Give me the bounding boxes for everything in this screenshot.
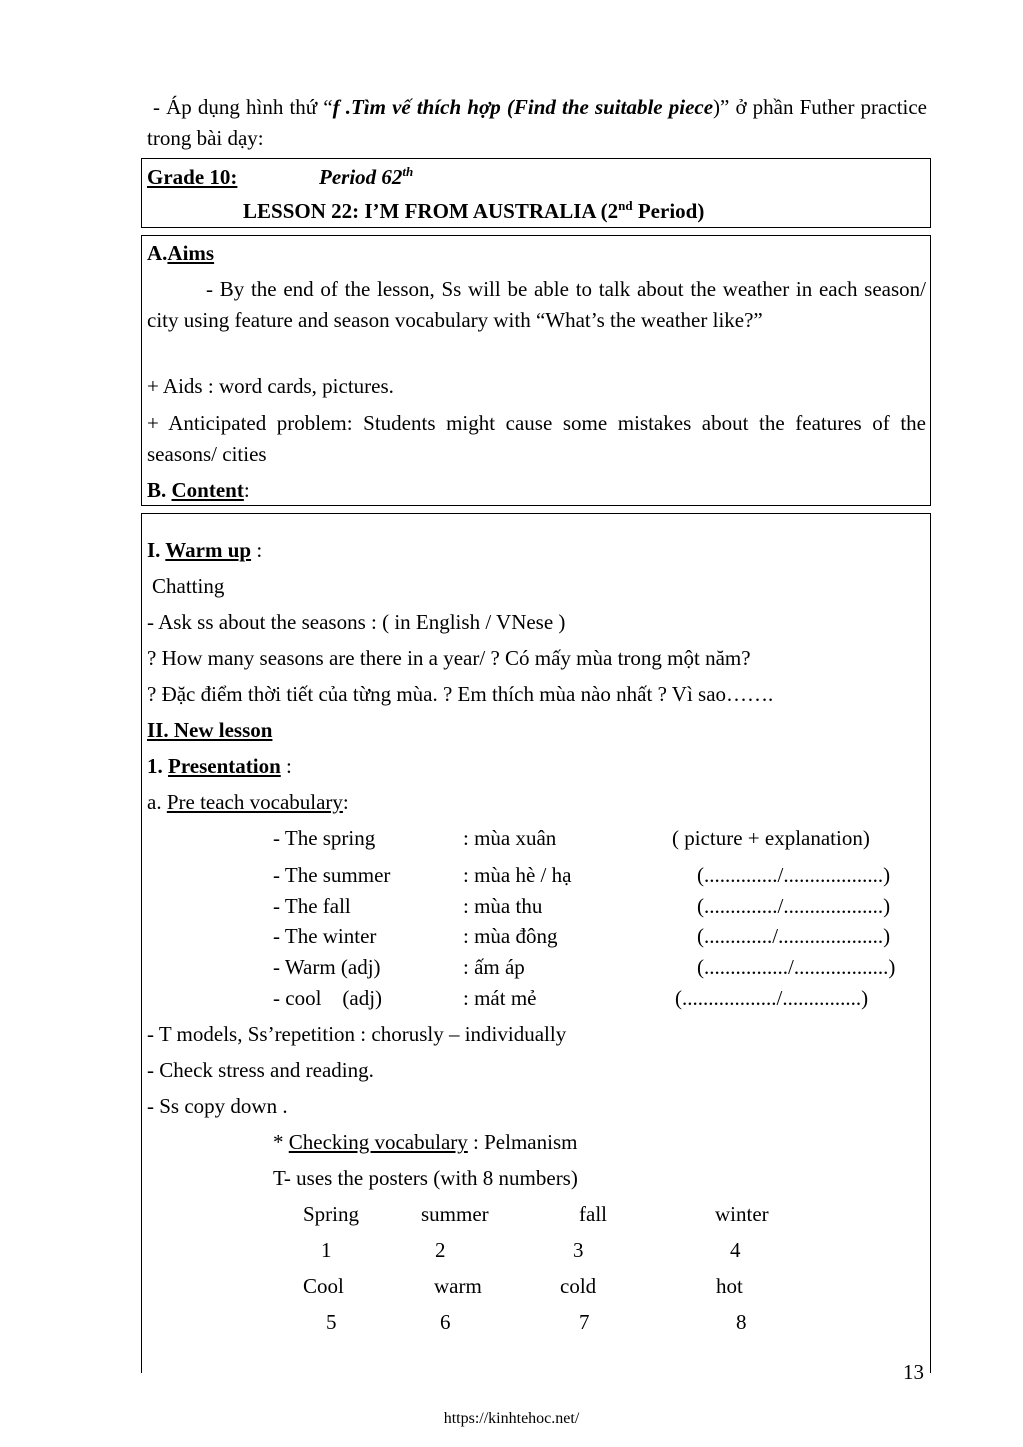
checking-vocab	[273, 1130, 577, 1155]
footer-url: https://kinhtehoc.net/	[443, 1410, 580, 1427]
lesson-title-sup: nd	[618, 198, 633, 213]
grid-cell: 1	[321, 1238, 332, 1262]
vocab-term: - The winter	[273, 924, 377, 948]
warmup-chatting: Chatting	[152, 574, 225, 598]
vocab-note: (............../...................)	[697, 894, 891, 918]
grade-label: Grade 10:	[147, 165, 238, 189]
new-lesson-heading: II. New lesson	[147, 718, 273, 742]
pre-teach-text: Pre teach vocabulary	[166, 790, 343, 814]
aims-heading	[147, 241, 214, 266]
grid-cell: 2	[435, 1238, 446, 1262]
period-label	[319, 165, 413, 190]
checking-prefix: *	[273, 1130, 289, 1154]
vocab-meaning: : mùa đông	[463, 924, 558, 948]
grid-cell: 7	[579, 1310, 590, 1334]
aims-problem: + Anticipated problem: Students might cause some mistakes about the features of the seasons/ cities	[147, 411, 926, 466]
pre-teach-heading	[147, 790, 349, 815]
vocab-meaning: : mát mẻ	[463, 986, 537, 1010]
aims-box	[141, 235, 931, 506]
step-models: - T models, Ss’repetition : chorusly – individually	[147, 1022, 567, 1046]
content-heading-text: Content	[171, 478, 244, 502]
aims-prefix: A.	[147, 241, 168, 265]
page-number: 13	[903, 1360, 924, 1384]
aims-objective: - By the end of the lesson, Ss will be able to talk about the weather in each season/ city using feature and season vocabulary with “What’s the weather like?”	[147, 277, 926, 332]
grid-cell: hot	[716, 1274, 743, 1298]
presentation-suffix: :	[280, 754, 292, 778]
aims-aids: + Aids : word cards, pictures.	[147, 374, 394, 398]
warmup-question-2: ? Đặc điểm thời tiết của từng mùa. ? Em thích mùa nào nhất ? Vì sao…….	[147, 682, 774, 706]
vocab-meaning: : ấm áp	[463, 955, 525, 979]
aims-heading-text: Aims	[167, 241, 215, 265]
checking-text: Checking vocabulary	[288, 1130, 468, 1154]
warmup-heading-text: Warm up	[165, 538, 252, 562]
checking-suffix: : Pelmanism	[467, 1130, 578, 1154]
grid-cell: winter	[715, 1202, 769, 1226]
grid-cell: Spring	[303, 1202, 360, 1226]
vocab-term: - The spring	[273, 826, 376, 850]
step-copy: - Ss copy down .	[147, 1094, 288, 1118]
grid-cell: fall	[579, 1202, 607, 1226]
grid-cell: 4	[730, 1238, 741, 1262]
period-text: Period 62	[319, 165, 403, 189]
vocab-term: - The summer	[273, 863, 391, 887]
vocab-note: (................/..................)	[697, 955, 896, 979]
pre-teach-prefix: a.	[147, 790, 167, 814]
grid-cell: 6	[440, 1310, 451, 1334]
grid-cell: summer	[421, 1202, 489, 1226]
intro-title: f .Tìm vế thích hợp (Find the suitable piece	[332, 95, 714, 119]
grid-cell: cold	[560, 1274, 597, 1298]
period-sup: th	[402, 164, 414, 179]
grid-cell: 3	[573, 1238, 584, 1262]
grid-cell: warm	[434, 1274, 482, 1298]
warmup-ask: - Ask ss about the seasons : ( in English / VNese )	[147, 610, 566, 634]
content-heading	[147, 478, 250, 503]
vocab-note: (............./....................)	[697, 924, 891, 948]
lesson-title	[243, 199, 704, 224]
lesson-title-a: LESSON 22: I’M FROM AUSTRALIA (2	[243, 199, 619, 223]
vocab-meaning: : mùa xuân	[463, 826, 557, 850]
warmup-question-1: ? How many seasons are there in a year/ ? Có mấy mùa trong một năm?	[147, 646, 751, 670]
lesson-body-box	[141, 513, 931, 1373]
pre-teach-suffix: :	[342, 790, 349, 814]
presentation-text: Presentation	[168, 754, 281, 778]
grid-cell: 8	[736, 1310, 747, 1334]
content-suffix: :	[243, 478, 250, 502]
content-prefix: B.	[147, 478, 172, 502]
grid-cell: Cool	[303, 1274, 344, 1298]
warmup-suffix: :	[251, 538, 263, 562]
intro-prefix: - Áp dụng hình thứ “	[153, 95, 333, 119]
vocab-note: (................../...............)	[675, 986, 869, 1010]
grid-cell: 5	[326, 1310, 337, 1334]
vocab-term: - cool (adj)	[273, 986, 383, 1010]
vocab-term: - Warm (adj)	[273, 955, 381, 979]
warmup-prefix: I.	[147, 538, 166, 562]
vocab-meaning: : mùa thu	[463, 894, 543, 918]
vocab-note: (............../...................)	[697, 863, 891, 887]
intro-paragraph	[147, 92, 927, 154]
presentation-prefix: 1.	[147, 754, 168, 778]
presentation-heading	[147, 754, 292, 779]
vocab-term: - The fall	[273, 894, 351, 918]
intro-suffix: )” ở phần Futher practice trong bài dạy:	[147, 95, 928, 150]
vocab-note: ( picture + explanation)	[672, 826, 870, 850]
posters-line: T- uses the posters (with 8 numbers)	[273, 1166, 578, 1190]
warmup-heading	[147, 538, 262, 563]
vocab-meaning: : mùa hè / hạ	[463, 863, 572, 887]
step-check: - Check stress and reading.	[147, 1058, 374, 1082]
lesson-header-box	[141, 158, 931, 228]
lesson-title-b: Period)	[632, 199, 705, 223]
